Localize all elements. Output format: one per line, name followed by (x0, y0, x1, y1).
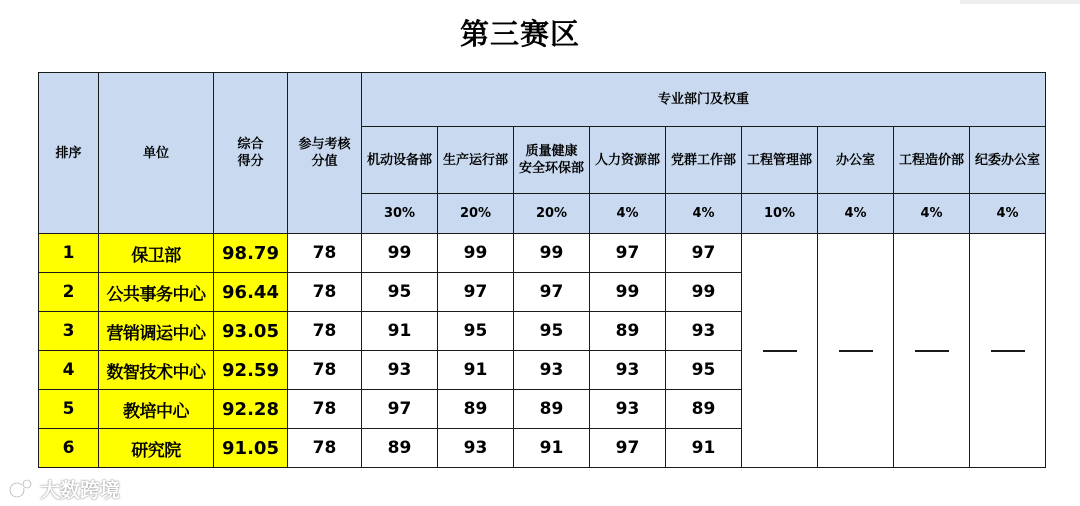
header-exam-score (288, 73, 362, 234)
exam-score-cell: 78 (288, 390, 362, 429)
department-weight: 4% (818, 194, 894, 234)
exam-score-cell: 78 (288, 351, 362, 390)
department-name: 纪委办公室 (975, 152, 1041, 168)
department-score-cell: 89 (362, 429, 438, 468)
department-weight: 20% (514, 194, 590, 234)
department-weight: 4% (970, 194, 1046, 234)
header-department-5 (666, 127, 742, 194)
header-department-7 (818, 127, 894, 194)
department-score-cell: 97 (590, 234, 666, 273)
unit-cell: 保卫部 (99, 234, 214, 273)
exam-score-cell: 78 (288, 273, 362, 312)
department-score-cell: 97 (438, 273, 514, 312)
header-score (214, 73, 288, 234)
header-rank: 排序 (39, 73, 99, 234)
department-weight: 30% (362, 194, 438, 234)
table-body (39, 234, 1046, 468)
department-name: 党群工作部 (670, 152, 736, 168)
department-weight: 10% (742, 194, 818, 234)
header-score-text: 综合 得分 (237, 137, 264, 169)
unit-cell: 公共事务中心 (99, 273, 214, 312)
department-score-cell: 93 (666, 312, 742, 351)
department-score-cell: 97 (666, 234, 742, 273)
department-score-cell: 97 (362, 390, 438, 429)
department-name: 质量健康 安全环保部 (518, 144, 584, 176)
department-name: 办公室 (835, 152, 875, 168)
page-title: 第三赛区 (459, 17, 580, 51)
header-department-6 (742, 127, 818, 194)
department-score-cell: 95 (666, 351, 742, 390)
department-score-cell: 91 (362, 312, 438, 351)
department-weight: 4% (666, 194, 742, 234)
department-weight: 20% (438, 194, 514, 234)
rank-cell: 3 (39, 312, 99, 351)
header-department-9 (970, 127, 1046, 194)
table-row (39, 234, 1046, 273)
department-score-cell: 99 (362, 234, 438, 273)
rank-cell: 6 (39, 429, 99, 468)
empty-merged-cell (742, 234, 818, 468)
header-unit: 单位 (99, 73, 214, 234)
empty-merged-cell (894, 234, 970, 468)
dash-mark (991, 350, 1025, 352)
department-score-cell: 89 (590, 312, 666, 351)
exam-score-cell: 78 (288, 234, 362, 273)
department-score-cell: 93 (438, 429, 514, 468)
top-edge-bar (960, 0, 1080, 4)
department-name: 工程管理部 (746, 152, 812, 168)
total-score-cell: 98.79 (214, 234, 288, 273)
score-table (38, 72, 1046, 468)
rank-cell: 5 (39, 390, 99, 429)
department-name: 人力资源部 (594, 152, 660, 168)
total-score-cell: 96.44 (214, 273, 288, 312)
table-header (39, 73, 1046, 234)
header-department-2 (438, 127, 514, 194)
department-score-cell: 91 (514, 429, 590, 468)
header-department-8 (894, 127, 970, 194)
dash-mark (839, 350, 873, 352)
department-score-cell: 99 (438, 234, 514, 273)
watermark-logo-icon (8, 477, 34, 501)
department-score-cell: 99 (514, 234, 590, 273)
header-department-group: 专业部门及权重 (362, 73, 1046, 127)
total-score-cell: 92.28 (214, 390, 288, 429)
unit-cell: 研究院 (99, 429, 214, 468)
exam-score-cell: 78 (288, 429, 362, 468)
department-score-cell: 89 (514, 390, 590, 429)
total-score-cell: 93.05 (214, 312, 288, 351)
watermark (8, 474, 120, 503)
unit-cell: 营销调运中心 (99, 312, 214, 351)
rank-cell: 1 (39, 234, 99, 273)
department-score-cell: 97 (514, 273, 590, 312)
department-name: 机动设备部 (366, 152, 432, 168)
header-department-1 (362, 127, 438, 194)
department-score-cell: 89 (666, 390, 742, 429)
unit-cell: 教培中心 (99, 390, 214, 429)
unit-cell: 数智技术中心 (99, 351, 214, 390)
department-weight: 4% (590, 194, 666, 234)
total-score-cell: 92.59 (214, 351, 288, 390)
empty-merged-cell (970, 234, 1046, 468)
department-score-cell: 95 (514, 312, 590, 351)
exam-score-cell: 78 (288, 312, 362, 351)
header-exam-score-text: 参与考核 分值 (298, 137, 351, 169)
department-score-cell: 97 (590, 429, 666, 468)
department-name: 生产运行部 (442, 152, 508, 168)
department-score-cell: 99 (590, 273, 666, 312)
department-score-cell: 91 (666, 429, 742, 468)
department-score-cell: 95 (362, 273, 438, 312)
department-score-cell: 91 (438, 351, 514, 390)
department-name: 工程造价部 (898, 152, 964, 168)
department-score-cell: 95 (438, 312, 514, 351)
rank-cell: 4 (39, 351, 99, 390)
watermark-text: 大数跨境 (40, 478, 120, 502)
dash-mark (763, 350, 797, 352)
department-score-cell: 93 (590, 351, 666, 390)
department-weight: 4% (894, 194, 970, 234)
rank-cell: 2 (39, 273, 99, 312)
header-department-4 (590, 127, 666, 194)
empty-merged-cell (818, 234, 894, 468)
total-score-cell: 91.05 (214, 429, 288, 468)
department-score-cell: 93 (362, 351, 438, 390)
department-score-cell: 89 (438, 390, 514, 429)
department-score-cell: 93 (514, 351, 590, 390)
department-score-cell: 93 (590, 390, 666, 429)
department-score-cell: 99 (666, 273, 742, 312)
dash-mark (915, 350, 949, 352)
header-department-3 (514, 127, 590, 194)
